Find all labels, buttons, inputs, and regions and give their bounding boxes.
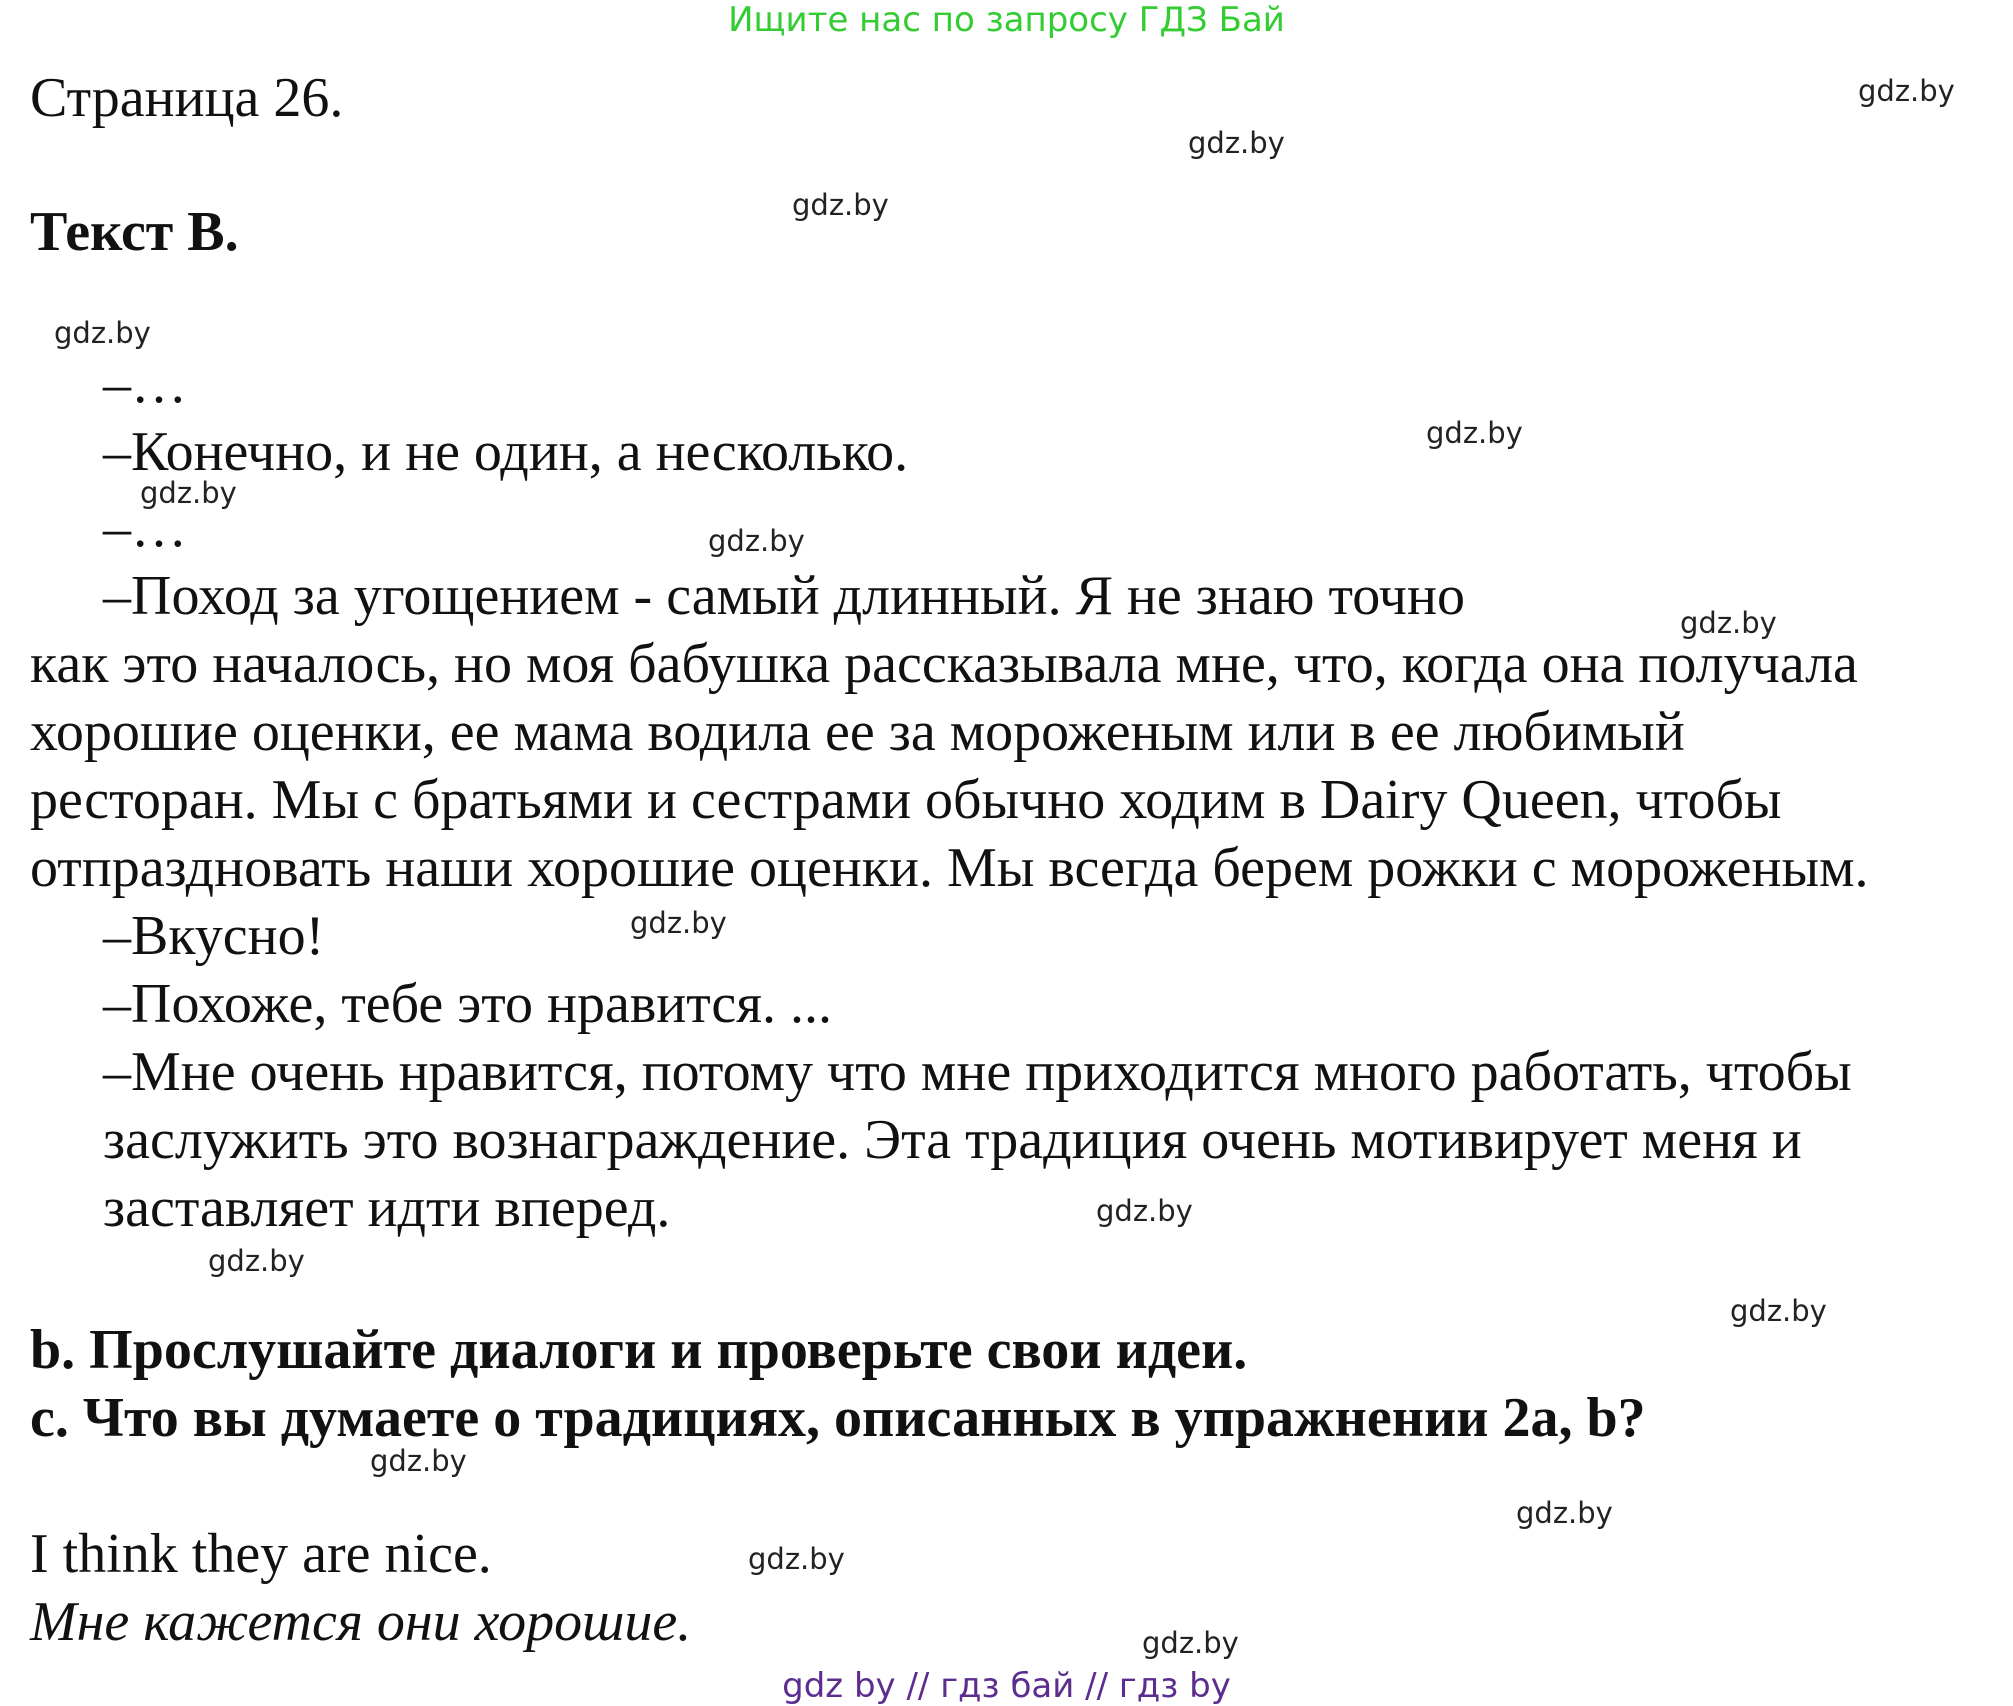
footer-links: gdz by // гдз бай // гдз by [782, 1666, 1231, 1706]
watermark: gdz.by [54, 316, 151, 350]
answer-english: I think they are nice. [30, 1523, 492, 1585]
dialog-line: –Похоже, тебе это нравится. ... [103, 973, 833, 1035]
watermark: gdz.by [140, 476, 237, 510]
watermark: gdz.by [1680, 606, 1777, 640]
watermark: gdz.by [1426, 416, 1523, 450]
watermark: gdz.by [1142, 1626, 1239, 1660]
page-number: Страница 26. [30, 67, 344, 129]
text-title: Текст B. [30, 201, 239, 263]
watermark: gdz.by [1730, 1294, 1827, 1328]
dialog-line: заставляет идти вперед. [103, 1177, 671, 1239]
task-b: b. Прослушайте диалоги и проверьте свои идеи. [30, 1319, 1248, 1381]
answer-russian: Мне кажется они хорошие. [30, 1591, 692, 1653]
watermark: gdz.by [630, 906, 727, 940]
dialog-line: –Мне очень нравится, потому что мне приходится много работать, чтобы [103, 1041, 1852, 1103]
dialog-line: отпраздновать наши хорошие оценки. Мы всегда берем рожки с мороженым. [30, 837, 1869, 899]
dialog-line: хорошие оценки, ее мама водила ее за мороженым или в ее любимый [30, 701, 1685, 763]
top-banner: Ищите нас по запросу ГДЗ Бай [728, 0, 1285, 40]
dialog-line: –Поход за угощением - самый длинный. Я не знаю точно [103, 565, 1465, 627]
watermark: gdz.by [1096, 1194, 1193, 1228]
dialog-line: –… [103, 353, 187, 415]
watermark: gdz.by [792, 188, 889, 222]
watermark: gdz.by [1858, 74, 1955, 108]
dialog-line: ресторан. Мы с братьями и сестрами обычно ходим в Dairy Queen, чтобы [30, 769, 1782, 831]
watermark: gdz.by [748, 1542, 845, 1576]
dialog-line: –… [103, 497, 187, 559]
watermark: gdz.by [370, 1444, 467, 1478]
watermark: gdz.by [1188, 126, 1285, 160]
task-c: c. Что вы думаете о традициях, описанных в упражнении 2a, b? [30, 1387, 1646, 1449]
watermark: gdz.by [1516, 1496, 1613, 1530]
dialog-line: заслужить это вознаграждение. Эта традиция очень мотивирует меня и [103, 1109, 1802, 1171]
watermark: gdz.by [208, 1244, 305, 1278]
dialog-line: –Конечно, и не один, а несколько. [103, 421, 909, 483]
dialog-line: как это началось, но моя бабушка рассказывала мне, что, когда она получала [30, 633, 1858, 695]
watermark: gdz.by [708, 524, 805, 558]
dialog-line: –Вкусно! [103, 905, 325, 967]
